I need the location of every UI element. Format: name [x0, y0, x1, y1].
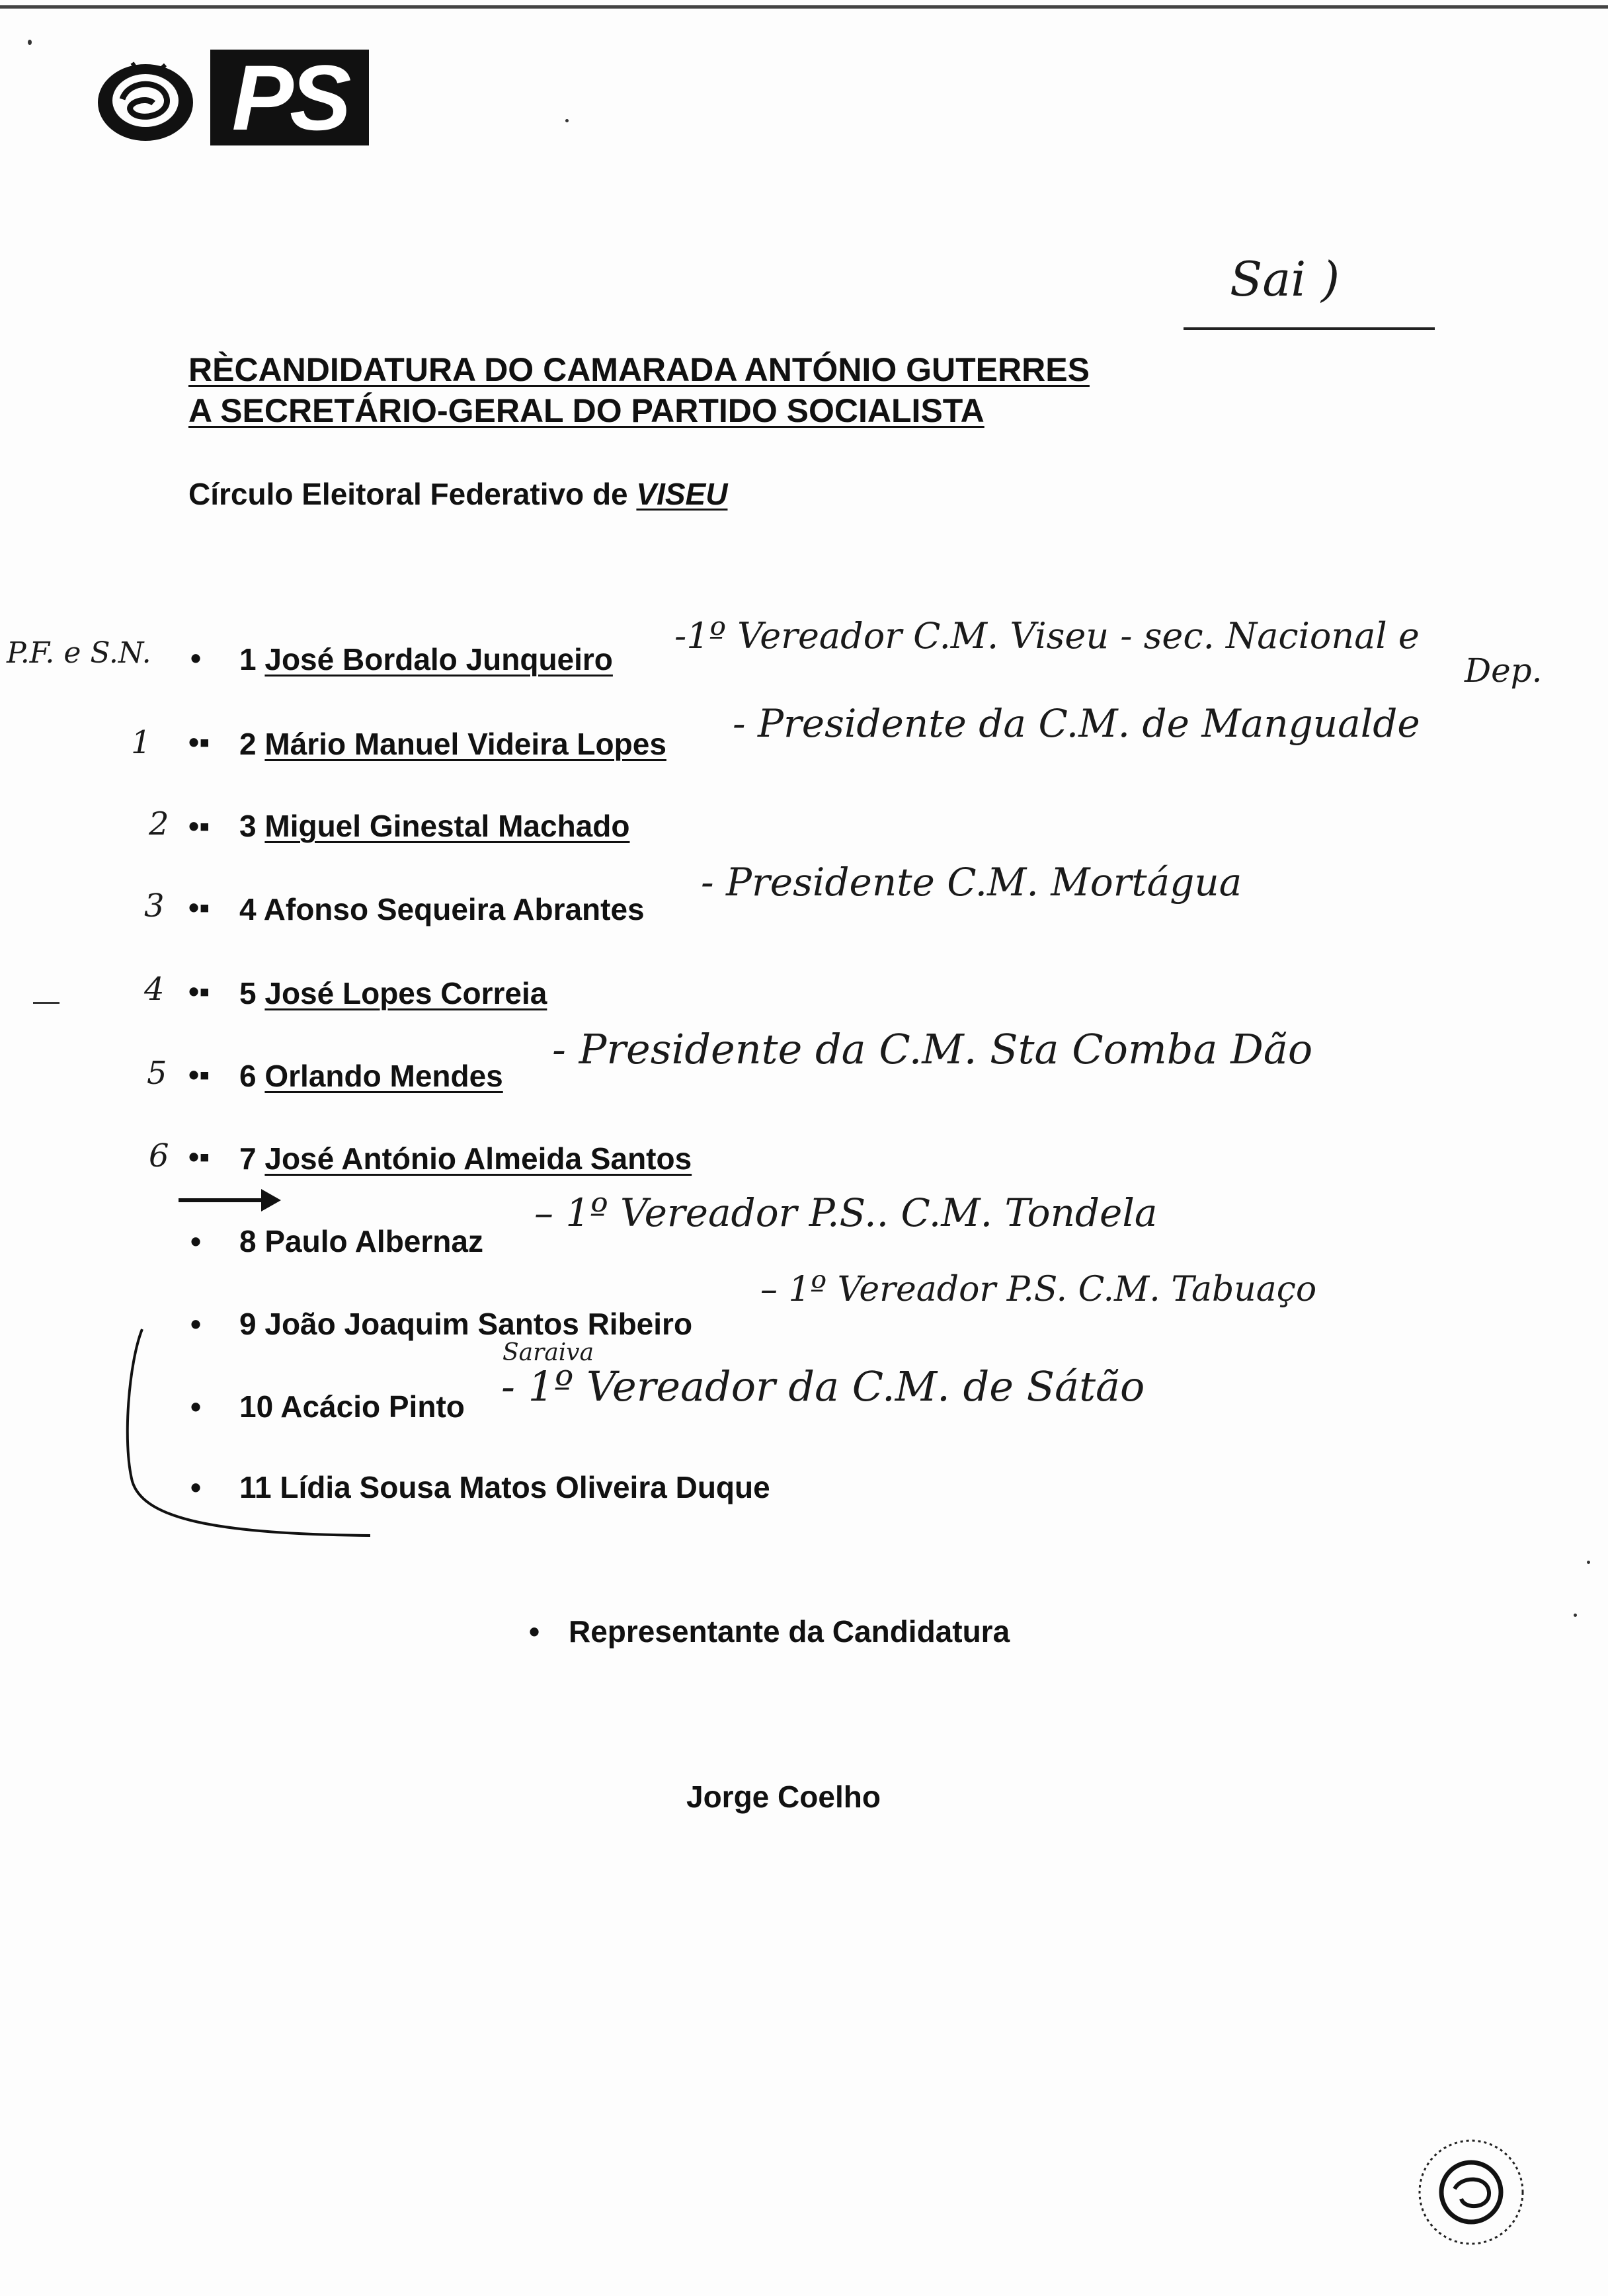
- margin-note: P.F. e S.N.: [7, 636, 151, 670]
- candidate-number: 9: [239, 1307, 257, 1341]
- candidate-name: Miguel Ginestal Machado: [264, 809, 630, 843]
- margin-note: 6: [149, 1137, 169, 1174]
- candidate-number: 1: [239, 642, 257, 676]
- bullet-icon: •: [529, 1614, 540, 1649]
- scan-speck: [565, 119, 569, 122]
- bullet-icon: •: [190, 1470, 202, 1504]
- candidate-name: José Bordalo Junqueiro: [264, 642, 613, 676]
- bullet-icon: •: [190, 1389, 202, 1424]
- list-item: [239, 1058, 503, 1094]
- scan-speck: [28, 40, 32, 45]
- candidate-number: 11: [239, 1470, 272, 1504]
- candidate-name: Orlando Mendes: [264, 1059, 503, 1093]
- candidate-name: Acácio Pinto: [280, 1389, 465, 1424]
- candidate-number: 4: [239, 892, 257, 926]
- bullet-icon: •▪: [188, 1139, 210, 1174]
- representative-label: Representante da Candidatura: [569, 1614, 1010, 1649]
- candidate-name: Lídia Sousa Matos Oliveira Duque: [280, 1470, 770, 1504]
- bullet-icon: •▪: [188, 809, 210, 843]
- handwritten-correction: Saraiva: [502, 1339, 594, 1366]
- bullet-icon: •: [190, 641, 202, 675]
- list-item: [239, 641, 613, 677]
- handwritten-underline: [1184, 327, 1435, 330]
- list-item: [239, 726, 666, 762]
- margin-note: 3: [144, 887, 165, 924]
- electoral-district: VISEU: [636, 477, 728, 511]
- bullet-icon: •: [190, 1224, 202, 1258]
- candidate-name: Mário Manuel Videira Lopes: [264, 727, 666, 761]
- candidate-number: 7: [239, 1141, 257, 1176]
- handwritten-arrow-icon: [175, 1184, 288, 1217]
- party-seal-icon: [1415, 2136, 1527, 2248]
- electoral-circle: [188, 476, 727, 512]
- list-item: [239, 1141, 692, 1176]
- bullet-icon: •▪: [188, 1057, 210, 1092]
- candidate-name: José António Almeida Santos: [264, 1141, 692, 1176]
- handwritten-note: - Presidente C.M. Mortágua: [701, 860, 1242, 905]
- list-item: [239, 1223, 483, 1259]
- candidate-number: 6: [239, 1059, 257, 1093]
- bullet-icon: •▪: [188, 974, 210, 1008]
- candidate-name: José Lopes Correia: [264, 976, 547, 1010]
- list-item: [239, 891, 645, 927]
- candidate-name: Paulo Albernaz: [264, 1224, 483, 1258]
- candidate-number: 8: [239, 1224, 257, 1258]
- candidate-number: 5: [239, 976, 257, 1010]
- candidate-number: 10: [239, 1389, 274, 1424]
- margin-note: 1: [131, 724, 151, 761]
- margin-note: 5: [147, 1055, 167, 1092]
- list-item: [239, 808, 629, 844]
- bullet-icon: •▪: [188, 725, 210, 759]
- candidate-number: 2: [239, 727, 257, 761]
- bullet-icon: •▪: [188, 890, 210, 924]
- handwritten-note: - Presidente da C.M. de Mangualde: [733, 701, 1420, 746]
- title-line-2: A SECRETÁRIO-GERAL DO PARTIDO SOCIALISTA: [188, 392, 985, 429]
- margin-note: 4: [144, 971, 165, 1008]
- handwritten-note: - 1º Vereador da C.M. de Sátão: [501, 1362, 1145, 1411]
- scan-speck: [1574, 1614, 1577, 1617]
- handwritten-note: - Presidente da C.M. Sta Comba Dão: [552, 1025, 1313, 1073]
- bullet-icon: •: [190, 1307, 202, 1341]
- ps-logo: PS: [210, 50, 369, 145]
- scan-top-edge: [0, 5, 1608, 9]
- candidate-number: 3: [239, 809, 257, 843]
- list-item: [239, 975, 547, 1011]
- handwritten-top-note: Sai ): [1230, 251, 1340, 307]
- rose-fist-icon: [93, 60, 198, 145]
- handwritten-bracket: [119, 1323, 397, 1547]
- margin-dash: [33, 1002, 60, 1004]
- handwritten-note: Dep.: [1465, 651, 1543, 690]
- handwritten-note: – 1º Vereador P.S.. C.M. Tondela: [534, 1190, 1158, 1235]
- candidate-name: João Joaquim Santos Ribeiro: [264, 1307, 693, 1341]
- candidate-name: Afonso Sequeira Abrantes: [263, 892, 645, 926]
- electoral-circle-label: Círculo Eleitoral Federativo de: [188, 477, 628, 511]
- margin-note: 2: [149, 805, 169, 842]
- title-line-1: RÈCANDIDATURA DO CAMARADA ANTÓNIO GUTERRES: [188, 351, 1090, 388]
- scan-speck: [1587, 1561, 1590, 1564]
- handwritten-note: – 1º Vereador P.S. C.M. Tabuaço: [760, 1270, 1317, 1309]
- representative-name: Jorge Coelho: [686, 1780, 881, 1814]
- handwritten-note: -1º Vereador C.M. Viseu - sec. Nacional e: [674, 615, 1420, 657]
